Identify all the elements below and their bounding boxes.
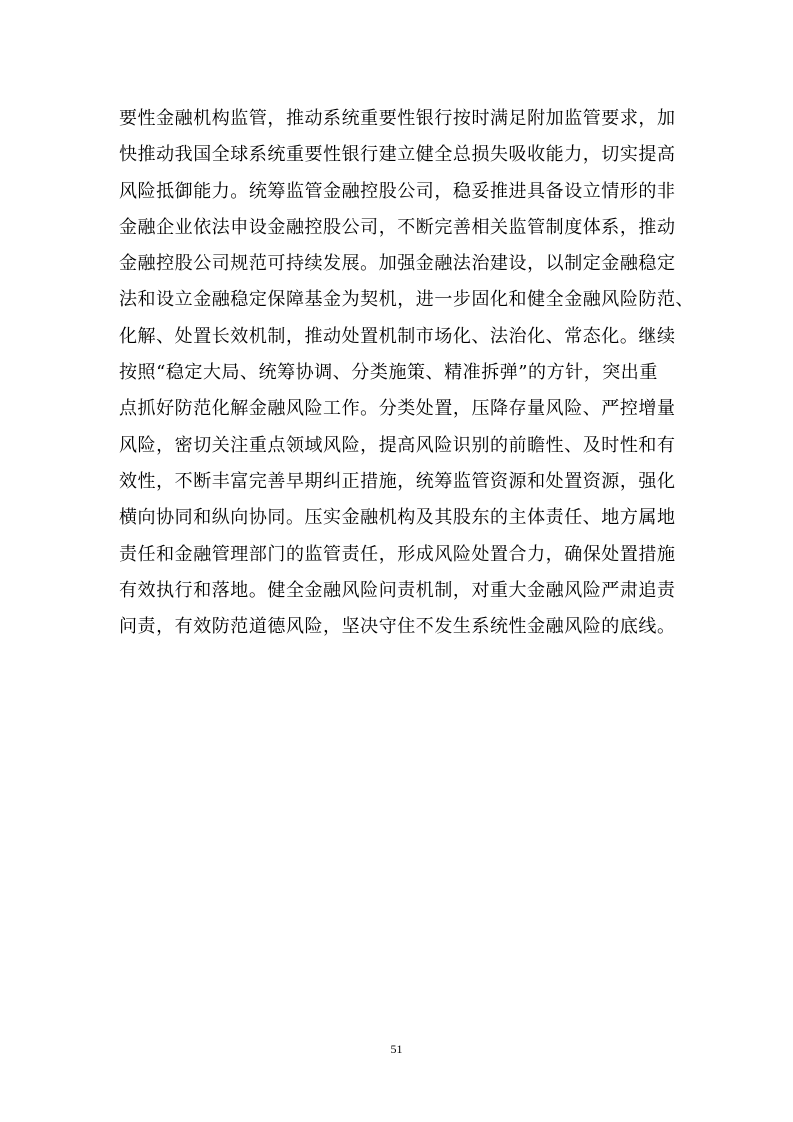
text-line: 金融企业依法申设金融控股公司，不断完善相关监管制度体系，推动 [119,216,676,238]
text-line: 法和设立金融稳定保障基金为契机，进一步固化和健全金融风险防范、 [119,289,695,311]
text-line: 点抓好防范化解金融风险工作。分类处置，压降存量风险、严控增量 [119,398,676,420]
text-line: 按照“稳定大局、统筹协调、分类施策、精准拆弹”的方针，突出重 [119,362,658,384]
page-number: 51 [390,1042,403,1056]
text-line: 责任和金融管理部门的监管责任，形成风险处置合力，确保处置措施 [119,543,676,565]
text-line: 快推动我国全球系统重要性银行建立健全总损失吸收能力，切实提高 [119,144,676,166]
text-line: 风险抵御能力。统筹监管金融控股公司，稳妥推进具备设立情形的非 [119,180,676,202]
text-line: 化解、处置长效机制，推动处置机制市场化、法治化、常态化。继续 [119,325,676,347]
text-line: 效性，不断丰富完善早期纠正措施，统筹监管资源和处置资源，强化 [119,470,676,492]
text-line: 横向协同和纵向协同。压实金融机构及其股东的主体责任、地方属地 [119,507,676,529]
text-line: 问责，有效防范道德风险，坚决守住不发生系统性金融风险的底线。 [119,616,676,638]
text-line: 金融控股公司规范可持续发展。加强金融法治建设，以制定金融稳定 [119,253,676,275]
text-line: 有效执行和落地。健全金融风险问责机制，对重大金融风险严肃追责 [119,579,676,601]
body-paragraph [119,101,695,645]
text-line: 风险，密切关注重点领域风险，提高风险识别的前瞻性、及时性和有 [119,434,676,456]
text-line: 要性金融机构监管，推动系统重要性银行按时满足附加监管要求，加 [119,108,676,129]
